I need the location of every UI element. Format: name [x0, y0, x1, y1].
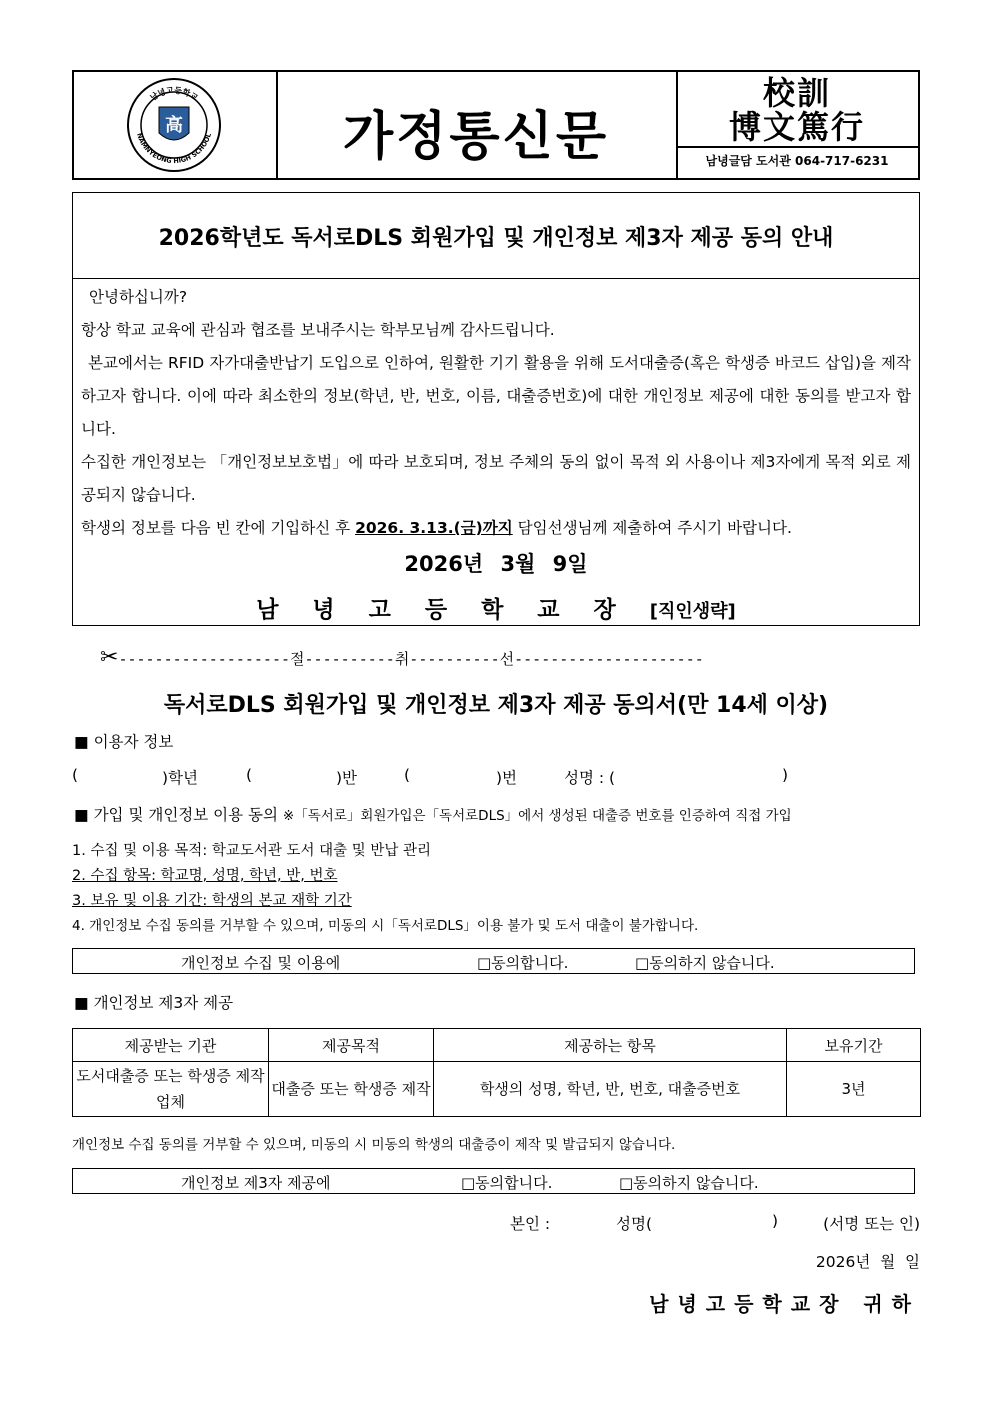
- notice-title-row: [73, 193, 919, 279]
- section-third-party: ■ 개인정보 제3자 제공: [74, 994, 234, 1012]
- principal-signature: [73, 591, 919, 624]
- number-field[interactable]: )번: [496, 769, 518, 787]
- notice-title: 2026학년도 독서로DLS 회원가입 및 개인정보 제3자 제공 동의 안내: [158, 226, 834, 251]
- svg-text:NAMNYEONG HIGH SCHOOL: NAMNYEONG HIGH SCHOOL: [135, 132, 213, 166]
- item-3: 3. 보유 및 이용 기간: 학생의 본교 재학 기간: [72, 893, 352, 909]
- school-emblem-logo: [124, 75, 224, 175]
- consent-box-label: 개인정보 수집 및 이용에: [181, 954, 341, 972]
- paragraph-4: [81, 512, 911, 545]
- table-cell: 도서대출증 또는 학생증 제작 업체: [73, 1062, 269, 1117]
- section2-label: ■ 가입 및 개인정보 이용 동의: [74, 806, 278, 824]
- paragraph-2: 본교에서는 RFID 자가대출반납기 도입으로 인하여, 원활한 기기 활용을 위해 도서대출증(혹은 학생증 바코드 삽입)을 제작하고자 합니다. 이에 따라 최소한의 정보(학년, 반, 번호, 이름, 대출증번호)에 대한 개인정보 제공에 대한 동의를 받고자 합니다.: [81, 354, 911, 438]
- svg-text:남녕고등학교: 남녕고등학교: [148, 85, 200, 103]
- item-2: 2. 수집 항목: 학교명, 성명, 학년, 반, 번호: [72, 868, 338, 884]
- motto-line2: 博文篤行: [728, 108, 865, 146]
- table-cell: 3년: [787, 1062, 921, 1117]
- signature-row: [510, 1212, 920, 1236]
- addressee: 남녕고등학교장 귀하: [649, 1292, 920, 1316]
- motto-cell: [676, 72, 918, 178]
- greeting: 안녕하십니까?: [89, 288, 188, 306]
- disagree-checkbox[interactable]: □동의하지 않습니다.: [619, 1174, 759, 1192]
- item-1: 1. 수집 및 이용 목적: 학교도서관 도서 대출 및 반납 관리: [72, 843, 431, 859]
- library-contact: 남녕글담 도서관 064-717-6231: [705, 154, 889, 168]
- p4-prefix: 학생의 정보를 다음 빈 칸에 기입하신 후: [81, 519, 356, 537]
- name-close-paren: ): [782, 766, 789, 784]
- notice-box: [72, 192, 920, 626]
- cut-line: [100, 645, 900, 670]
- agree-checkbox[interactable]: □동의합니다.: [461, 1174, 553, 1192]
- logo-cell: [74, 72, 278, 178]
- motto-line1: 校訓: [762, 74, 831, 112]
- disagree-checkbox[interactable]: □동의하지 않습니다.: [635, 954, 775, 972]
- p4-suffix: 담임선생님께 제출하여 주시기 바랍니다.: [512, 519, 792, 537]
- agree-checkbox[interactable]: □동의합니다.: [477, 954, 569, 972]
- consent-box-third-party: [72, 1168, 915, 1194]
- user-info-row: [72, 766, 922, 790]
- name-field[interactable]: 성명 : (: [564, 769, 616, 787]
- table-header-row: [73, 1029, 921, 1062]
- table-header: 보유기간: [787, 1029, 921, 1062]
- page-title: 가정통신문: [342, 107, 610, 167]
- scissors-icon: ✂: [100, 645, 119, 670]
- grade-field[interactable]: )학년: [162, 769, 198, 787]
- item-4: 4. 개인정보 수집 동의를 거부할 수 있으며, 미동의 시「독서로DLS」이용 불가 및 도서 대출이 불가합니다.: [72, 918, 699, 934]
- class-open-paren: (: [246, 766, 253, 784]
- consent-box-collection: [72, 948, 915, 974]
- sign-note: (서명 또는 인): [823, 1215, 920, 1233]
- seal-omitted: [직인생략]: [649, 601, 736, 622]
- section2-note: ※「독서로」회원가입은「독서로DLS」에서 생성된 대출증 번호를 인증하여 직접 가입: [282, 808, 792, 824]
- sign-self-label: 본인 :: [510, 1215, 551, 1233]
- svg-text:高: 高: [165, 115, 183, 136]
- sign-name-field[interactable]: 성명(: [616, 1215, 652, 1233]
- consent-date[interactable]: 2026년 월 일: [815, 1253, 920, 1271]
- refusal-note: 개인정보 수집 동의를 거부할 수 있으며, 미동의 시 미동의 학생의 대출증이 제작 및 발급되지 않습니다.: [72, 1137, 676, 1153]
- consent-form-title: 독서로DLS 회원가입 및 개인정보 제3자 제공 동의서(만 14세 이상): [163, 693, 829, 718]
- header-box: [72, 70, 920, 180]
- table-header: 제공하는 항목: [434, 1029, 787, 1062]
- section-consent-use: [74, 803, 920, 825]
- principal-name: 남녕고등학교장: [256, 597, 650, 623]
- sign-close-paren: ): [772, 1212, 779, 1230]
- third-party-table: [72, 1028, 921, 1117]
- grade-open-paren: (: [72, 766, 79, 784]
- number-open-paren: (: [404, 766, 411, 784]
- table-header: 제공목적: [269, 1029, 434, 1062]
- table-header: 제공받는 기관: [73, 1029, 269, 1062]
- paragraph-1: 항상 학교 교육에 관심과 협조를 보내주시는 학부모님께 감사드립니다.: [81, 321, 555, 339]
- notice-date: 2026년 3월 9일: [404, 552, 588, 576]
- consent-box-label: 개인정보 제3자 제공에: [181, 1174, 331, 1192]
- paragraph-3: 수집한 개인정보는 「개인정보보호법」에 따라 보호되며, 정보 주체의 동의 없이 목적 외 사용이나 제3자에게 목적 외로 제공되지 않습니다.: [81, 453, 911, 504]
- section-user-info: ■ 이용자 정보: [74, 733, 174, 751]
- table-cell: 학생의 성명, 학년, 반, 번호, 대출증번호: [434, 1062, 787, 1117]
- school-motto: [676, 72, 918, 148]
- table-row: [73, 1062, 921, 1117]
- cut-line-text: -------------------절----------취----------선---------------------: [118, 650, 704, 668]
- class-field[interactable]: )반: [336, 769, 358, 787]
- title-cell: [276, 72, 678, 178]
- submission-deadline: 2026. 3.13.(금)까지: [355, 519, 513, 537]
- table-cell: 대출증 또는 학생증 제작: [269, 1062, 434, 1117]
